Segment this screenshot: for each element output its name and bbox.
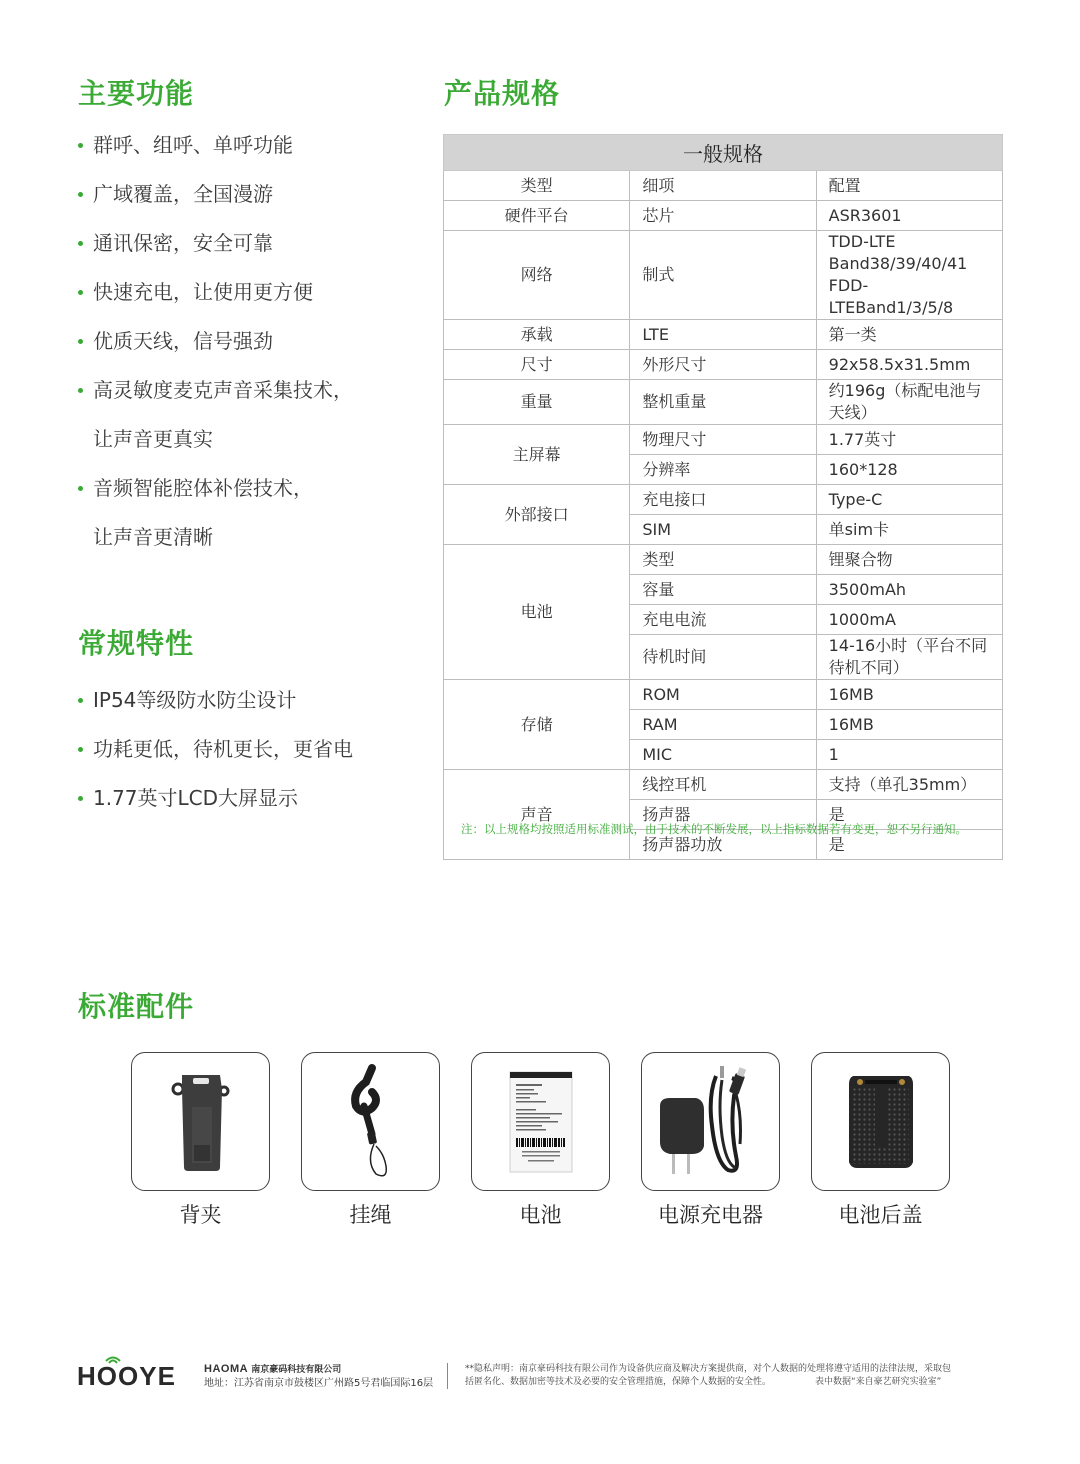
spec-value: 单sim卡 [816, 515, 1002, 545]
spec-type: 外部接口 [444, 485, 630, 545]
accessories-title: 标准配件 [78, 990, 195, 1023]
bullet-icon [78, 486, 83, 491]
bullet-icon [78, 388, 83, 393]
list-item-continuation: 让声音更真实 [93, 427, 213, 451]
bullet-icon [78, 747, 83, 752]
spec-item: 充电接口 [630, 485, 816, 515]
table-row [444, 231, 1003, 320]
spec-item: LTE [630, 320, 816, 350]
list-item: 功耗更低，待机更长，更省电 [78, 735, 353, 784]
list-item: 快速充电，让使用更方便 [78, 278, 353, 327]
company-name: 南京豪码科技有限公司 [251, 1365, 342, 1375]
accessories-list [131, 1052, 950, 1229]
spec-value: 1 [816, 740, 1002, 770]
list-item: 音频智能腔体补偿技术， [78, 474, 353, 523]
spec-value: 支持（单孔35mm） [816, 770, 1002, 800]
table-header-row [444, 171, 1003, 201]
bullet-icon [78, 698, 83, 703]
accessory-item [131, 1052, 270, 1229]
spec-item: 待机时间 [630, 635, 816, 680]
privacy-statement: **隐私声明：南京豪码科技有限公司作为设备供应商及解决方案提供商，对个人数据的处理将遵守适用的法律法规，采取包 括匿名化、数据加密等技术及必要的安全管理措施，保障个人数据的安全性。 表中数据“来自豪艺研究实验室” [465, 1364, 952, 1387]
main-functions-list [78, 131, 353, 572]
bullet-icon [78, 192, 83, 197]
battery-cover-icon [847, 1072, 915, 1172]
spec-item: MIC [630, 740, 816, 770]
spec-value: 160*128 [816, 455, 1002, 485]
bullet-icon [78, 143, 83, 148]
spec-value: 16MB [816, 680, 1002, 710]
belt-clip-icon [166, 1067, 236, 1177]
general-features-list [78, 686, 353, 833]
spec-value: 1000mA [816, 605, 1002, 635]
spec-value: 92x58.5x31.5mm [816, 350, 1002, 380]
spec-item: 分辨率 [630, 455, 816, 485]
spec-value: 是 [816, 830, 1002, 860]
spec-item: 充电电流 [630, 605, 816, 635]
accessory-label: 电源充电器 [658, 1203, 763, 1227]
spec-value: TDD-LTE Band38/39/40/41 FDD-LTEBand1/3/5/8 [816, 231, 1002, 320]
list-item: 高灵敏度麦克声音采集技术， [78, 376, 353, 425]
spec-type: 存储 [444, 680, 630, 770]
list-item: 1.77英寸LCD大屏显示 [78, 784, 353, 833]
general-features-title: 常规特性 [78, 627, 195, 660]
column-header: 类型 [444, 171, 630, 201]
footer-divider [447, 1363, 448, 1389]
table-row [444, 380, 1003, 425]
company-address: 地址：江苏省南京市鼓楼区广州路5号君临国际16层 [204, 1378, 434, 1389]
spec-type: 重量 [444, 380, 630, 425]
spec-value: 锂聚合物 [816, 545, 1002, 575]
table-row [444, 770, 1003, 800]
spec-value: 约196g（标配电池与天线） [816, 380, 1002, 425]
main-functions-title: 主要功能 [78, 77, 195, 110]
lanyard-icon [336, 1062, 406, 1182]
table-row [444, 320, 1003, 350]
list-item: 优质天线，信号强劲 [78, 327, 353, 376]
specs-title: 产品规格 [444, 77, 561, 110]
accessory-label: 电池 [519, 1203, 562, 1227]
bullet-icon [78, 796, 83, 801]
table-row [444, 680, 1003, 710]
spec-item: 芯片 [630, 201, 816, 231]
spec-item: ROM [630, 680, 816, 710]
spec-type: 尺寸 [444, 350, 630, 380]
spec-item: 线控耳机 [630, 770, 816, 800]
list-item: 通讯保密，安全可靠 [78, 229, 353, 278]
bullet-icon [78, 241, 83, 246]
table-row [444, 201, 1003, 231]
haoma-brand: HAOMA [204, 1363, 249, 1375]
list-item-continuation: 让声音更清晰 [93, 525, 213, 549]
spec-value: ASR3601 [816, 201, 1002, 231]
spec-type: 网络 [444, 231, 630, 320]
accessory-item [811, 1052, 950, 1229]
spec-item: 类型 [630, 545, 816, 575]
spec-value: 是 [816, 800, 1002, 830]
spec-item: 物理尺寸 [630, 425, 816, 455]
accessory-item [301, 1052, 440, 1229]
accessory-label: 电池后盖 [838, 1203, 923, 1227]
table-caption: 一般规格 [444, 135, 1003, 171]
spec-type: 承载 [444, 320, 630, 350]
charger-icon [656, 1066, 766, 1178]
table-row [444, 350, 1003, 380]
spec-item: 扬声器 [630, 800, 816, 830]
column-header: 配置 [816, 171, 1002, 201]
table-row [444, 485, 1003, 515]
spec-type: 声音 [444, 770, 630, 860]
spec-type: 主屏幕 [444, 425, 630, 485]
spec-note: 注：以上规格均按照适用标准测试，由于技术的不断发展，以上指标数据若有变更，恕不另行通知。 [461, 822, 967, 836]
table-row [444, 545, 1003, 575]
spec-item: 制式 [630, 231, 816, 320]
spec-value: 第一类 [816, 320, 1002, 350]
battery-icon [508, 1070, 574, 1174]
spec-value: 1.77英寸 [816, 425, 1002, 455]
accessory-item [641, 1052, 780, 1229]
spec-item: 整机重量 [630, 380, 816, 425]
spec-item: 外形尺寸 [630, 350, 816, 380]
spec-item: RAM [630, 710, 816, 740]
accessory-item [471, 1052, 610, 1229]
column-header: 细项 [630, 171, 816, 201]
bullet-icon [78, 290, 83, 295]
list-item: 群呼、组呼、单呼功能 [78, 131, 353, 180]
list-item: IP54等级防水防尘设计 [78, 686, 353, 735]
accessory-label: 背夹 [179, 1203, 222, 1227]
spec-value: 16MB [816, 710, 1002, 740]
bullet-icon [78, 339, 83, 344]
company-info [204, 1363, 433, 1390]
spec-type: 硬件平台 [444, 201, 630, 231]
hooye-logo: HOOYE [77, 1361, 176, 1391]
spec-value: 3500mAh [816, 575, 1002, 605]
spec-item: 容量 [630, 575, 816, 605]
table-row [444, 425, 1003, 455]
spec-type: 电池 [444, 545, 630, 680]
spec-table [443, 134, 1003, 860]
spec-item: SIM [630, 515, 816, 545]
list-item: 广域覆盖，全国漫游 [78, 180, 353, 229]
footer [0, 1355, 1080, 1395]
data-source: 表中数据“来自豪艺研究实验室” [815, 1377, 942, 1387]
accessory-label: 挂绳 [349, 1203, 392, 1227]
spec-item: 扬声器功放 [630, 830, 816, 860]
spec-value: Type-C [816, 485, 1002, 515]
spec-value: 14-16小时（平台不同待机不同） [816, 635, 1002, 680]
